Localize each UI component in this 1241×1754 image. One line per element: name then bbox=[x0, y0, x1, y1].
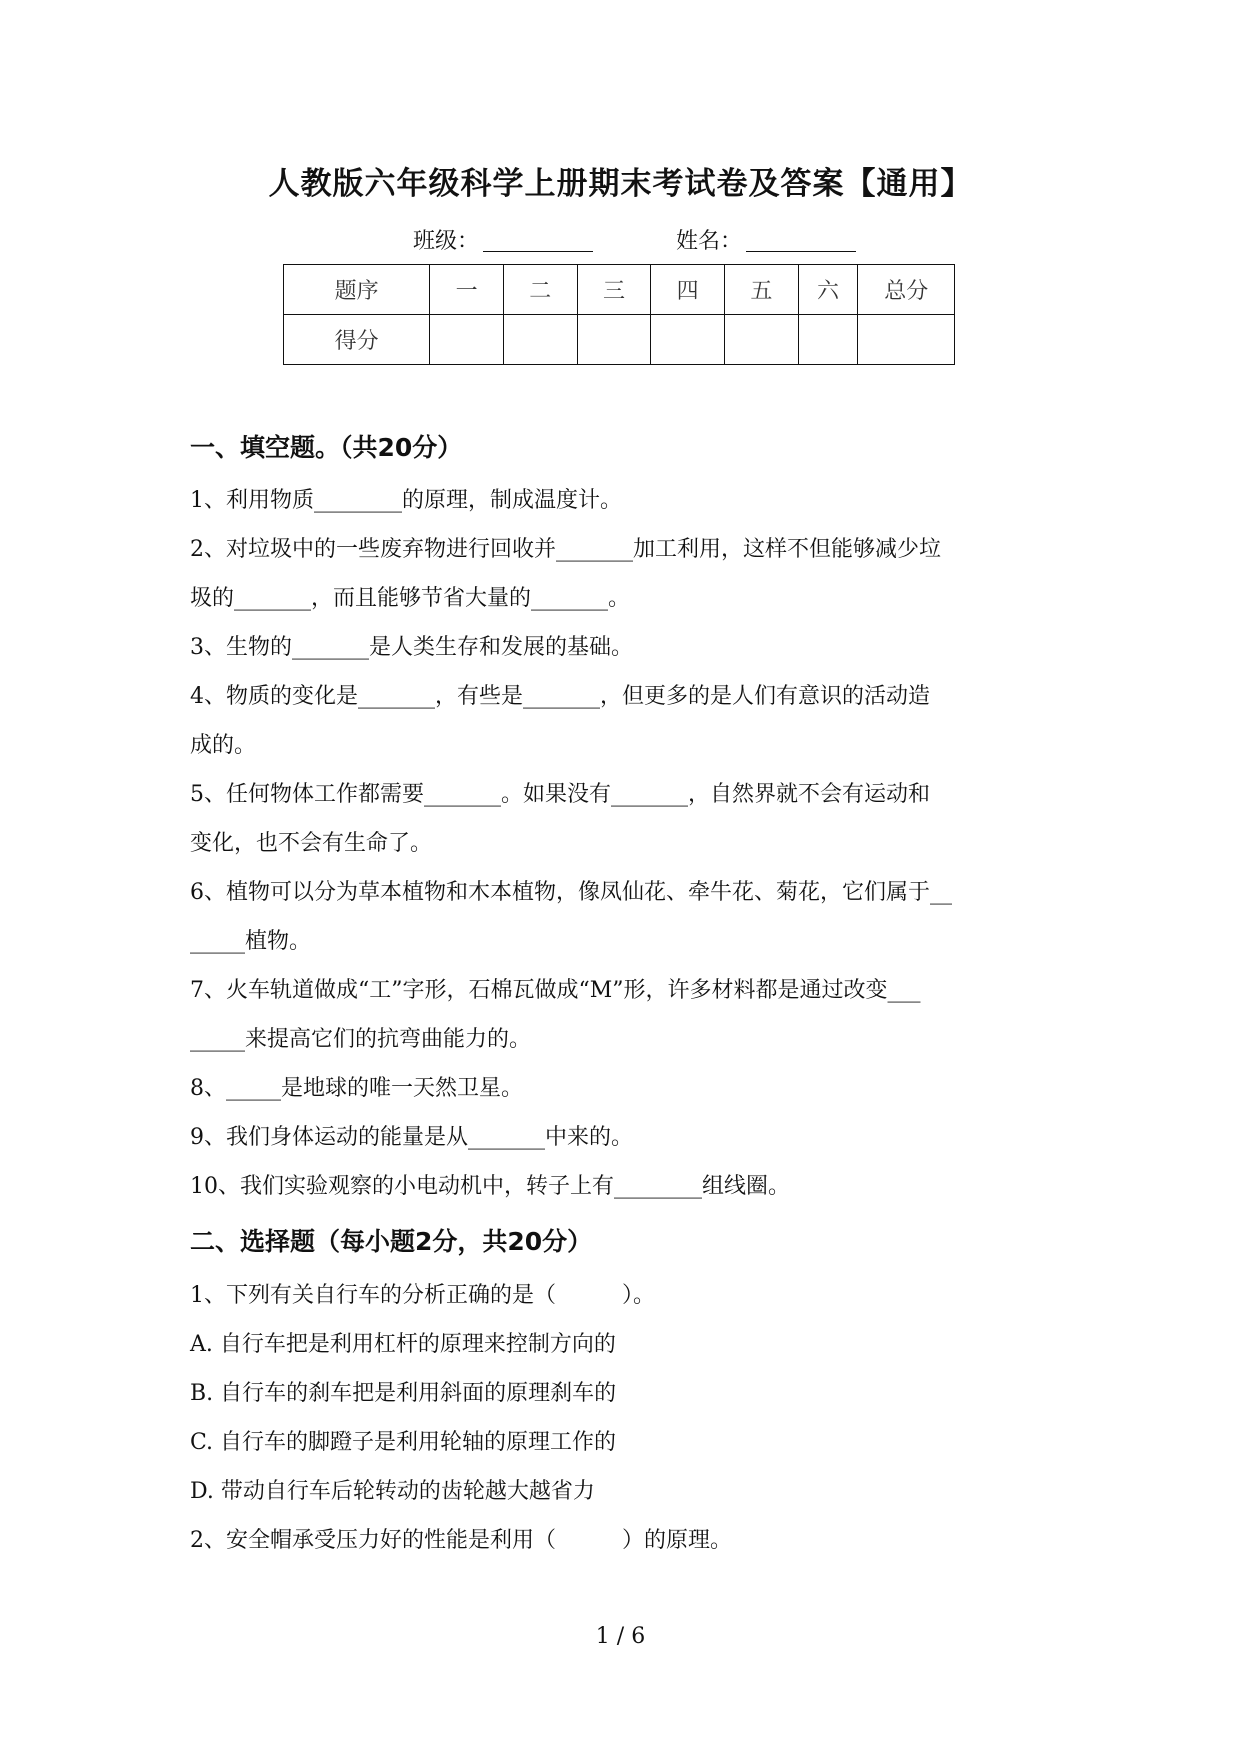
score-cell[interactable] bbox=[430, 315, 504, 365]
question-line: 10、我们实验观察的小电动机中，转子上有________组线圈。 bbox=[190, 1174, 790, 1199]
score-cell[interactable] bbox=[798, 315, 858, 365]
question-line: 1、利用物质________的原理，制成温度计。 bbox=[190, 488, 622, 513]
question-line: 2、安全帽承受压力好的性能是利用（ ）的原理。 bbox=[190, 1528, 732, 1553]
header-cell: 三 bbox=[577, 265, 651, 315]
name-field bbox=[676, 224, 856, 255]
question-line: 3、生物的_______是人类生存和发展的基础。 bbox=[190, 635, 633, 660]
question-line: 4、物质的变化是_______，有些是_______，但更多的是人们有意识的活动造 bbox=[190, 684, 930, 709]
page-number: 1 / 6 bbox=[595, 1624, 646, 1649]
question-line: 成的。 bbox=[190, 733, 257, 758]
score-table-score-row bbox=[284, 315, 955, 365]
header-cell: 五 bbox=[724, 265, 798, 315]
class-field bbox=[413, 224, 593, 255]
header-cell: 总分 bbox=[858, 265, 955, 315]
section2-questions bbox=[190, 1271, 1056, 1565]
score-cell[interactable] bbox=[724, 315, 798, 365]
question-line: 5、任何物体工作都需要_______。如果没有_______，自然界就不会有运动和 bbox=[190, 782, 930, 807]
score-cell[interactable] bbox=[651, 315, 725, 365]
question-line: 变化，也不会有生命了。 bbox=[190, 831, 433, 856]
question-line: _____植物。 bbox=[190, 929, 312, 954]
score-table bbox=[283, 264, 955, 365]
question-line: 6、植物可以分为草本植物和木本植物，像凤仙花、牵牛花、菊花，它们属于__ bbox=[190, 880, 952, 905]
header-cell: 二 bbox=[503, 265, 577, 315]
question-line: _____来提高它们的抗弯曲能力的。 bbox=[190, 1027, 532, 1052]
option-line: B. 自行车的刹车把是利用斜面的原理刹车的 bbox=[190, 1381, 617, 1406]
question-line: 圾的_______，而且能够节省大量的_______。 bbox=[190, 586, 631, 611]
class-blank-line bbox=[483, 229, 593, 252]
section1-heading: 一、填空题。（共20分） bbox=[190, 433, 463, 462]
name-label: 姓名： bbox=[676, 229, 743, 254]
section1-questions bbox=[190, 476, 1056, 1211]
question-line: 7、火车轨道做成“工”字形，石棉瓦做成“M”形，许多材料都是通过改变___ bbox=[190, 978, 921, 1003]
header-cell: 一 bbox=[430, 265, 504, 315]
header-cell: 四 bbox=[651, 265, 725, 315]
row-label-cell: 得分 bbox=[284, 315, 430, 365]
score-cell[interactable] bbox=[503, 315, 577, 365]
name-blank-line bbox=[746, 229, 856, 252]
section2-heading: 二、选择题（每小题2分，共20分） bbox=[190, 1227, 593, 1256]
header-cell: 六 bbox=[798, 265, 858, 315]
score-cell[interactable] bbox=[577, 315, 651, 365]
class-label: 班级： bbox=[413, 229, 480, 254]
page-title: 人教版六年级科学上册期末考试卷及答案【通用】 bbox=[268, 166, 973, 202]
option-line: A. 自行车把是利用杠杆的原理来控制方向的 bbox=[190, 1332, 616, 1357]
question-line: 8、_____是地球的唯一天然卫星。 bbox=[190, 1076, 523, 1101]
option-line: C. 自行车的脚蹬子是利用轮轴的原理工作的 bbox=[190, 1430, 617, 1455]
question-line: 1、下列有关自行车的分析正确的是（ ）。 bbox=[190, 1283, 655, 1308]
header-cell: 题序 bbox=[284, 265, 430, 315]
question-line: 9、我们身体运动的能量是从_______中来的。 bbox=[190, 1125, 633, 1150]
option-line: D. 带动自行车后轮转动的齿轮越大越省力 bbox=[190, 1479, 595, 1504]
score-cell[interactable] bbox=[858, 315, 955, 365]
score-table-header-row bbox=[284, 265, 955, 315]
question-line: 2、对垃圾中的一些废弃物进行回收并_______加工利用，这样不但能够减少垃 bbox=[190, 537, 941, 562]
